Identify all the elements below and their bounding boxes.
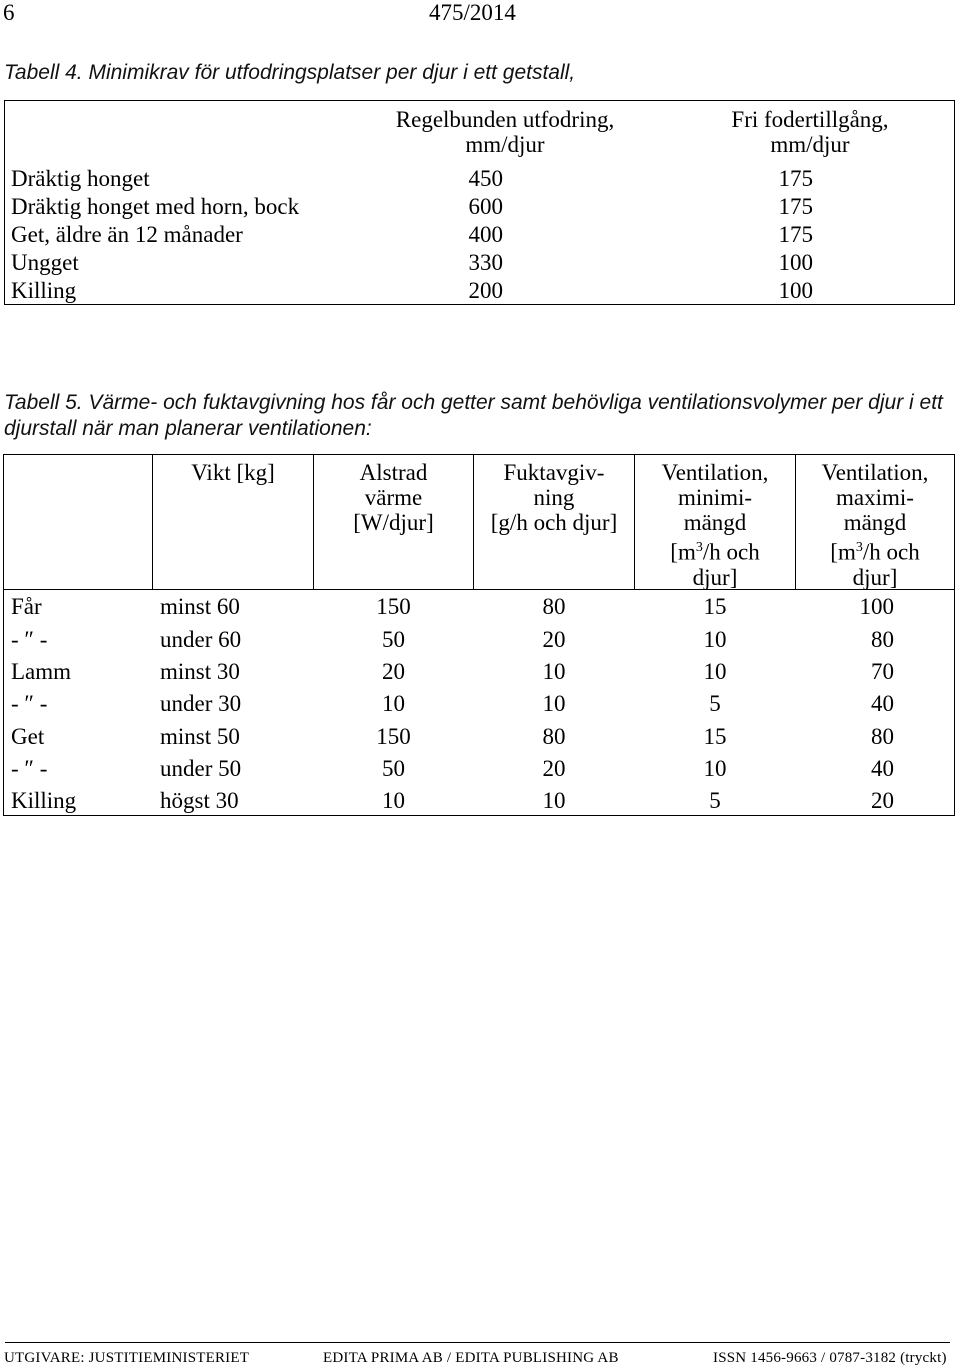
header-line: minimi- [677, 485, 753, 510]
header-weight: Vikt [kg] [191, 460, 275, 485]
weight: minst 60 [160, 594, 240, 619]
superscript: 3 [695, 540, 703, 555]
heat: 150 [376, 594, 411, 619]
moisture: 10 [542, 659, 566, 684]
row-label: Killing [11, 278, 77, 303]
header-line: [g/h och djur] [490, 510, 618, 535]
animal: Killing [11, 788, 77, 813]
vent-min: 10 [703, 756, 727, 781]
header-line: Ventilation, [661, 460, 769, 485]
header-line: [W/djur] [353, 510, 434, 535]
animal: - ″ - [11, 691, 48, 716]
regular-value: 450 [468, 166, 503, 191]
regular-value: 400 [468, 222, 503, 247]
header-line: Regelbunden utfodring, [395, 107, 615, 132]
header-line: Fuktavgiv- [503, 460, 605, 485]
row-label: Ungget [11, 250, 79, 275]
header-line: Ventilation, [821, 460, 929, 485]
heat: 10 [382, 691, 405, 716]
table4-caption: Tabell 4. Minimikrav för utfodringsplatser per djur i ett getstall, [4, 61, 576, 84]
footer-publisher: UTGIVARE: JUSTITIEMINISTERIET [4, 1350, 250, 1366]
vent-max: 70 [871, 659, 894, 684]
heat: 50 [382, 756, 405, 781]
table4-header-regular [345, 107, 665, 157]
header-line: mängd [843, 510, 907, 535]
table4-header-free [665, 107, 955, 157]
header-line: Alstrad [359, 460, 428, 485]
vent-max: 40 [871, 691, 894, 716]
vent-max: 20 [871, 788, 894, 813]
vent-min: 15 [703, 594, 727, 619]
header-line [635, 535, 795, 565]
vent-max: 80 [871, 627, 894, 652]
footer-divider [5, 1342, 950, 1343]
header-line: mängd [683, 510, 747, 535]
page-number: 6 [3, 0, 15, 25]
regular-value: 330 [468, 250, 503, 275]
table4 [4, 100, 955, 305]
free-value: 100 [778, 250, 813, 275]
header-vent-min [635, 460, 795, 590]
heat: 10 [382, 788, 405, 813]
animal: - ″ - [11, 756, 48, 781]
header-line: Fri fodertillgång, [731, 107, 889, 132]
moisture: 20 [542, 627, 566, 652]
moisture: 20 [542, 756, 566, 781]
free-value: 175 [778, 166, 813, 191]
heat: 20 [382, 659, 405, 684]
footer-issn: ISSN 1456-9663 / 0787-3182 (tryckt) [713, 1350, 947, 1366]
header-vent-max [796, 460, 954, 590]
weight: högst 30 [160, 788, 239, 813]
table5-caption: Tabell 5. Värme- och fuktavgivning hos får och getter samt behövliga ventilationsvolymer per djur i ett djurstall när man planerar ventilationen: [4, 391, 943, 440]
vent-max: 80 [871, 724, 894, 749]
moisture: 10 [542, 788, 566, 813]
header-line [796, 535, 954, 565]
header-heat [314, 460, 473, 535]
vent-min: 15 [703, 724, 727, 749]
free-value: 175 [778, 222, 813, 247]
row-label: Get, äldre än 12 månader [11, 222, 243, 247]
unit-part: /h och [862, 539, 920, 565]
heat: 150 [376, 724, 411, 749]
free-value: 100 [778, 278, 813, 303]
header-line: mm/djur [465, 132, 545, 157]
regular-value: 600 [468, 194, 503, 219]
moisture: 80 [542, 724, 566, 749]
header-line: djur] [852, 564, 898, 590]
moisture: 80 [542, 594, 566, 619]
header-line: ning [533, 485, 575, 510]
regular-value: 200 [468, 278, 503, 303]
table5 [3, 454, 955, 816]
weight: under 60 [160, 627, 242, 652]
heat: 50 [382, 627, 405, 652]
moisture: 10 [542, 691, 566, 716]
header-line: maximi- [836, 485, 914, 510]
document-number: 475/2014 [429, 0, 516, 25]
vent-min: 10 [703, 659, 727, 684]
unit-part: [m [670, 539, 696, 565]
vent-min: 5 [709, 691, 721, 716]
header-moisture [474, 460, 634, 535]
superscript: 3 [855, 540, 863, 555]
animal: Lamm [11, 659, 72, 684]
vent-max: 100 [859, 594, 894, 619]
row-label: Dräktig honget [11, 166, 150, 191]
weight: minst 30 [160, 659, 240, 684]
header-line: djur] [692, 564, 738, 590]
weight: under 30 [160, 691, 242, 716]
vent-min: 5 [709, 788, 721, 813]
animal: Får [11, 594, 42, 619]
footer-printer: EDITA PRIMA AB / EDITA PUBLISHING AB [323, 1350, 619, 1366]
row-label: Dräktig honget med horn, bock [11, 194, 300, 219]
header-line: mm/djur [770, 132, 850, 157]
animal: - ″ - [11, 627, 48, 652]
weight: minst 50 [160, 724, 240, 749]
unit-part: /h och [702, 539, 760, 565]
free-value: 175 [778, 194, 813, 219]
vent-max: 40 [871, 756, 894, 781]
animal: Get [11, 724, 45, 749]
header-line: värme [364, 485, 423, 510]
vent-min: 10 [703, 627, 727, 652]
weight: under 50 [160, 756, 242, 781]
unit-part: [m [830, 539, 856, 565]
